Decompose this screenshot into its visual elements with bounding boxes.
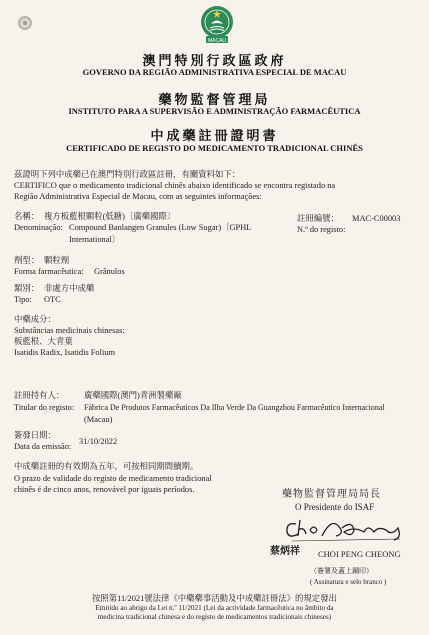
intro-zh: 茲證明下列中成藥已在澳門特別行政區註冊，有關資料如下：: [14, 170, 241, 179]
name-value-pt-line2: International〕: [69, 235, 121, 244]
certificate-title-pt: CERTIFICADO DE REGISTO DO MEDICAMENTO TRADICIONAL CHINÊS: [66, 143, 363, 153]
validity-pt-line1: O prazo de validade do registo de medicamento tradicional: [14, 474, 212, 483]
intro-pt-line1: CERTIFICO que o medicamento tradicional chinês abaixo identificado se encontra registado na: [14, 181, 336, 190]
name-label-zh: 名稱：: [14, 212, 40, 221]
name-value-zh: 複方板藍根顆粒(低糖)〔廣藥國際〕: [44, 212, 176, 221]
holder-label-pt: Titular do registo:: [14, 403, 75, 412]
form-label-zh: 劑型：: [14, 256, 40, 265]
holder-value-pt-line2: (Macau): [84, 415, 113, 424]
registration-number: MAC-C00003: [352, 214, 401, 223]
signer-title-pt: O Presidente do ISAF: [295, 502, 375, 512]
name-label-pt: Denominação:: [14, 223, 63, 232]
footer-pt-line2: medicina tradicional chinesa e do registo de medicamentos tradicionais chineses): [97, 613, 332, 621]
holder-value-zh: 廣藥國際(澳門)青洲製藥廠: [84, 391, 182, 400]
form-value-pt: Grânulos: [94, 267, 125, 276]
signer-name-pt: CHOI PENG CHEONG: [318, 549, 401, 559]
holder-value-pt-line1: Fábrica De Produtos Farmacêuticos Da Ilha Verde Da Guangzhou Farmacêutico Internacional: [84, 403, 385, 412]
type-value-zh: 非處方中成藥: [44, 284, 95, 293]
footer-pt-line1: Emitido ao abrigo da Lei n.º 11/2021 (Lei da actividade farmacêutica no âmbito da: [95, 604, 334, 612]
validity-pt-line2: chinês é de cinco anos, renovável por iguais períodos.: [14, 485, 195, 494]
footer-zh: 按照第11/2021號法律《中藥藥事活動及中成藥註冊法》的規定發出: [92, 594, 337, 603]
ingredients-label-zh: 中藥成分：: [14, 315, 56, 324]
punch-hole-icon: [18, 16, 32, 30]
signer-name-zh: 蔡炳祥: [270, 546, 300, 557]
form-label-pt: Forma farmacêutica:: [14, 267, 84, 276]
name-value-pt-line1: Compound Banlangen Granules (Low Sugar)〔GPHL: [69, 223, 252, 232]
macau-emblem-icon: [198, 4, 236, 44]
certificate-title-zh: 中成藥註冊證明書: [150, 128, 279, 143]
signature-note-zh: （簽署及蓋上鋼印）: [310, 567, 373, 575]
type-label-pt: Tipo:: [14, 295, 32, 304]
ingredients-value-pt: Isatidis Radix, Isatidis Folium: [14, 348, 115, 357]
registration-label-pt: N.º do registo:: [297, 225, 346, 234]
ingredients-label-pt: Substâncias medicinais chinesas:: [14, 326, 125, 335]
type-label-zh: 類別：: [14, 284, 40, 293]
holder-label-zh: 註冊持有人：: [14, 391, 65, 400]
type-value-pt: OTC: [44, 295, 61, 304]
form-value-zh: 顆粒劑: [44, 256, 70, 265]
signature-note-pt: ( Assinatura e selo branco ): [310, 578, 387, 586]
registration-label-zh: 註冊編號：: [297, 214, 339, 223]
institute-title-zh: 藥物監督管理局: [158, 92, 271, 107]
intro-pt-line2: Região Administrativa Especial de Macau, com as seguintes informações:: [14, 192, 262, 201]
institute-title-pt: INSTITUTO PARA A SUPERVISÃO E ADMINISTRAÇÃO FARMACÊUTICA: [68, 106, 361, 116]
handwritten-signature-icon: [282, 514, 412, 544]
government-title-pt: GOVERNO DA REGIÃO ADMINISTRATIVA ESPECIAL DE MACAU: [82, 67, 347, 77]
issue-date-label-pt: Data da emissão:: [14, 442, 72, 451]
ingredients-value-zh: 板藍根、大青葉: [14, 337, 73, 346]
signer-title-zh: 藥物監督管理局局長: [282, 489, 381, 500]
issue-date-label-zh: 簽發日期：: [14, 431, 56, 440]
issue-date-value: 31/10/2022: [79, 437, 118, 446]
emblem-label: MACAU: [207, 37, 227, 44]
validity-zh: 中成藥註冊的有效期為五年，可按相同期間續期。: [14, 462, 199, 471]
government-title-zh: 澳門特別行政區政府: [142, 53, 287, 68]
